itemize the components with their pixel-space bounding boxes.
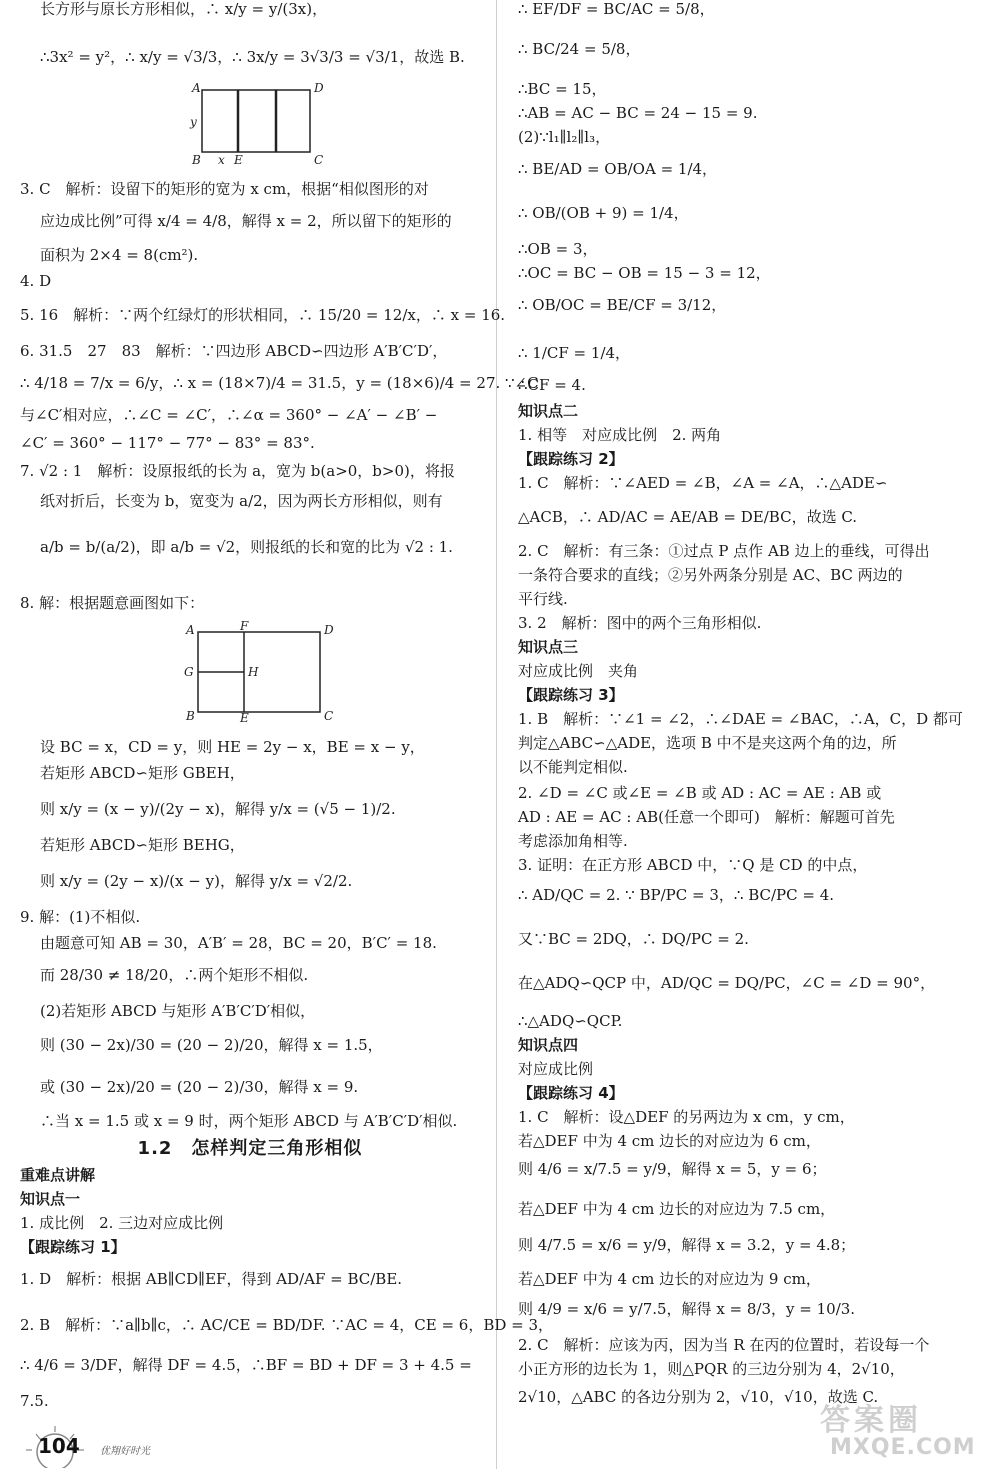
answer-line: ∴3x² = y²，∴ x/y = √3/3，∴ 3x/y = 3√3/3 = √3/1，故选 B. [40, 48, 465, 66]
section-heading: 【跟踪练习 4】 [518, 1084, 624, 1102]
answer-line: ∴ BC/24 = 5/8， [518, 40, 641, 58]
rectangle-diagram-1 [184, 80, 354, 170]
answer-line: 面积为 2×4 = 8(cm²). [40, 246, 199, 264]
fig2-label-e: E [240, 711, 249, 724]
answer-line: 1. C 解析：设△DEF 的另两边为 x cm，y cm， [518, 1108, 855, 1126]
answer-line: 设 BC = x，CD = y，则 HE = 2y − x，BE = x − y， [40, 738, 425, 756]
answer-line: 2. ∠D = ∠C 或∠E = ∠B 或 AD : AC = AE : AB 或 [518, 784, 882, 802]
answer-line: ∴ EF/DF = BC/AC = 5/8， [518, 0, 715, 18]
answer-line: 若△DEF 中为 4 cm 边长的对应边为 9 cm， [518, 1270, 821, 1288]
answer-line: 若矩形 ABCD∽矩形 BEHG， [40, 836, 245, 854]
answer-line: 考虑添加角相等. [518, 832, 628, 850]
section-heading: 知识点一 [20, 1190, 81, 1208]
page-footer [20, 1420, 320, 1468]
fig2-label-h: H [248, 665, 259, 679]
fig2-label-d: D [324, 623, 334, 637]
fig1-outer-rect [202, 90, 310, 152]
fig1-label-y: y [190, 115, 197, 129]
section-heading: 知识点三 [518, 638, 579, 656]
fig1-label-b: B [192, 153, 201, 167]
answer-line: 3. C 解析：设留下的矩形的宽为 x cm，根据“相似图形的对 [20, 180, 429, 198]
answer-line: 纸对折后，长变为 b，宽变为 a/2，因为两长方形相似，则有 [40, 492, 443, 510]
answer-line: 9. 解：(1)不相似. [20, 908, 141, 926]
fig1-label-x: x [218, 153, 225, 167]
answer-line: ∴CF = 4. [518, 376, 586, 394]
answer-line: 2. C 解析：有三条：①过点 P 点作 AB 边上的垂线，可得出 [518, 542, 930, 560]
answer-line: 6. 31.5 27 83 解析：∵四边形 ABCD∽四边形 A′B′C′D′， [20, 342, 448, 360]
section-heading: 【跟踪练习 2】 [518, 450, 624, 468]
answer-line: 以不能判定相似. [518, 758, 628, 776]
footer-tag: 优翔好时光 [100, 1446, 150, 1457]
fig2-label-b: B [186, 709, 195, 723]
fig1-label-e: E [234, 153, 243, 167]
answer-line: 4. D [20, 272, 52, 290]
watermark-text-1: 答案圈 [820, 1403, 922, 1438]
answer-line: AD : AE = AC : AB(任意一个即可) 解析：解题可首先 [518, 808, 895, 826]
fig1-label-c: C [314, 153, 324, 167]
answer-line: ∴ 1/CF = 1/4， [518, 344, 631, 362]
fig2-label-f: F [240, 620, 249, 633]
answer-line: ∴OB = 3， [518, 240, 598, 258]
answer-line: 2. B 解析：∵a∥b∥c，∴ AC/CE = BD/DF. ∵AC = 4，CE = 6，BD = 3， [20, 1316, 554, 1334]
answer-line: 对应成比例 [518, 1060, 594, 1078]
answer-line: △ACB，∴ AD/AC = AE/AB = DE/BC，故选 C. [518, 508, 858, 526]
section-heading: 重难点讲解 [20, 1166, 96, 1184]
answer-line: ∠C′ = 360° − 117° − 77° − 83° = 83°. [20, 434, 315, 452]
answer-line: ∴BC = 15， [518, 80, 607, 98]
answer-line: 7. √2 : 1 解析：设原报纸的长为 a，宽为 b(a>0，b>0)，将报 [20, 462, 455, 480]
section-title: 1.2 怎样判定三角形相似 [137, 1138, 363, 1159]
page-number: 104 [38, 1434, 80, 1458]
answer-line: 长方形与原长方形相似，∴ x/y = y/(3x)， [40, 0, 328, 18]
answer-line: (2)∵l₁∥l₂∥l₃， [518, 128, 611, 146]
answer-line: 在△ADQ∽QCP 中，AD/QC = DQ/PC，∠C = ∠D = 90°， [518, 974, 936, 992]
answer-line: 由题意可知 AB = 30，A′B′ = 28，BC = 20，B′C′ = 18. [40, 934, 437, 952]
watermark-text-2: MXQE.COM [830, 1435, 976, 1460]
answer-line: 1. 成比例 2. 三边对应成比例 [20, 1214, 224, 1232]
answer-line: 1. B 解析：∵∠1 = ∠2，∴∠DAE = ∠BAC，∴A，C，D 都可 [518, 710, 963, 728]
answer-line: 1. 相等 对应成比例 2. 两角 [518, 426, 722, 444]
answer-line: ∴ 4/6 = 3/DF，解得 DF = 4.5，∴BF = BD + DF = 3 + 4.5 = [20, 1356, 472, 1374]
answer-line: ∴AB = AC − BC = 24 − 15 = 9. [518, 104, 758, 122]
answer-line: 则 4/9 = x/6 = y/7.5，解得 x = 8/3，y = 10/3. [518, 1300, 856, 1318]
section-heading: 【跟踪练习 1】 [20, 1238, 126, 1256]
fig1-label-a: A [192, 81, 201, 95]
answer-line: ∴△ADQ∽QCP. [518, 1012, 623, 1030]
answer-line: 与∠C′相对应，∴∠C = ∠C′，∴∠α = 360° − ∠A′ − ∠B′ − [20, 406, 438, 424]
answer-line: 若△DEF 中为 4 cm 边长的对应边为 6 cm， [518, 1132, 821, 1150]
answer-line: a/b = b/(a/2)，即 a/b = √2，则报纸的长和宽的比为 √2 : 1. [40, 538, 453, 556]
answer-line: 则 x/y = (x − y)/(2y − x)，解得 y/x = (√5 − 1)/2. [40, 800, 396, 818]
answer-line: 若△DEF 中为 4 cm 边长的对应边为 7.5 cm， [518, 1200, 836, 1218]
answer-line: ∴ AD/QC = 2. ∵ BP/PC = 3，∴ BC/PC = 4. [518, 886, 835, 904]
answer-line: ∴ OB/(OB + 9) = 1/4， [518, 204, 689, 222]
section-heading: 知识点二 [518, 402, 579, 420]
answer-line: 平行线. [518, 590, 568, 608]
answer-line: 则 x/y = (2y − x)/(x − y)，解得 y/x = √2/2. [40, 872, 353, 890]
answer-line: 而 28/30 ≠ 18/20，∴两个矩形不相似. [40, 966, 309, 984]
answer-line: ∴OC = BC − OB = 15 − 3 = 12， [518, 264, 771, 282]
answer-line: 3. 2 解析：图中的两个三角形相似. [518, 614, 762, 632]
watermark-logo [760, 1395, 990, 1465]
fig1-label-d: D [314, 81, 324, 95]
rectangle-diagram-2 [180, 620, 370, 724]
answer-line: ∴ OB/OC = BE/CF = 3/12， [518, 296, 727, 314]
answer-line: 8. 解：根据题意画图如下： [20, 594, 205, 612]
answer-line: 则 (30 − 2x)/30 = (20 − 2)/20，解得 x = 1.5， [40, 1036, 383, 1054]
answer-line: 2√10，△ABC 的各边分别为 2，√10，√10，故选 C. [518, 1388, 879, 1406]
answer-line: 又∵BC = 2DQ，∴ DQ/PC = 2. [518, 930, 749, 948]
fig2-label-a: A [186, 623, 195, 637]
answer-line: 则 4/6 = x/7.5 = y/9，解得 x = 5，y = 6； [518, 1160, 827, 1178]
answer-line: 2. C 解析：应该为丙，因为当 R 在丙的位置时，若设每一个 [518, 1336, 930, 1354]
answer-line: 对应成比例 夹角 [518, 662, 639, 680]
fig2-label-g: G [184, 665, 194, 679]
answer-line: 或 (30 − 2x)/20 = (20 − 2)/30，解得 x = 9. [40, 1078, 359, 1096]
answer-line: 判定△ABC∽△ADE，选项 B 中不是夹这两个角的边，所 [518, 734, 897, 752]
answer-line: (2)若矩形 ABCD 与矩形 A′B′C′D′相似， [40, 1002, 316, 1020]
answer-line: 1. C 解析：∵∠AED = ∠B，∠A = ∠A，∴△ADE∽ [518, 474, 888, 492]
answer-line: 则 4/7.5 = x/6 = y/9，解得 x = 3.2，y = 4.8； [518, 1236, 856, 1254]
section-heading: 【跟踪练习 3】 [518, 686, 624, 704]
answer-line: 一条符合要求的直线；②另外两条分别是 AC、BC 两边的 [518, 566, 903, 584]
answer-line: 7.5. [20, 1392, 49, 1410]
answer-line: 5. 16 解析：∵两个红绿灯的形状相同，∴ 15/20 = 12/x，∴ x = 16. [20, 306, 506, 324]
answer-line: ∴ 4/18 = 7/x = 6/y，∴ x = (18×7)/4 = 31.5，y = (18×6)/4 = 27. ∵∠C [20, 374, 539, 392]
answer-line: 3. 证明：在正方形 ABCD 中，∵Q 是 CD 的中点， [518, 856, 868, 874]
section-heading: 知识点四 [518, 1036, 579, 1054]
answer-line: 应边成比例”可得 x/4 = 4/8，解得 x = 2，所以留下的矩形的 [40, 212, 452, 230]
fig2-label-c: C [324, 709, 334, 723]
answer-line: 1. D 解析：根据 AB∥CD∥EF，得到 AD/AF = BC/BE. [20, 1270, 403, 1288]
answer-line: 小正方形的边长为 1，则△PQR 的三边分别为 4，2√10， [518, 1360, 905, 1378]
answer-line: ∴当 x = 1.5 或 x = 9 时，两个矩形 ABCD 与 A′B′C′D′相似. [40, 1112, 458, 1130]
column-divider [496, 0, 497, 1469]
answer-line: 若矩形 ABCD∽矩形 GBEH， [40, 764, 245, 782]
answer-line: ∴ BE/AD = OB/OA = 1/4， [518, 160, 718, 178]
